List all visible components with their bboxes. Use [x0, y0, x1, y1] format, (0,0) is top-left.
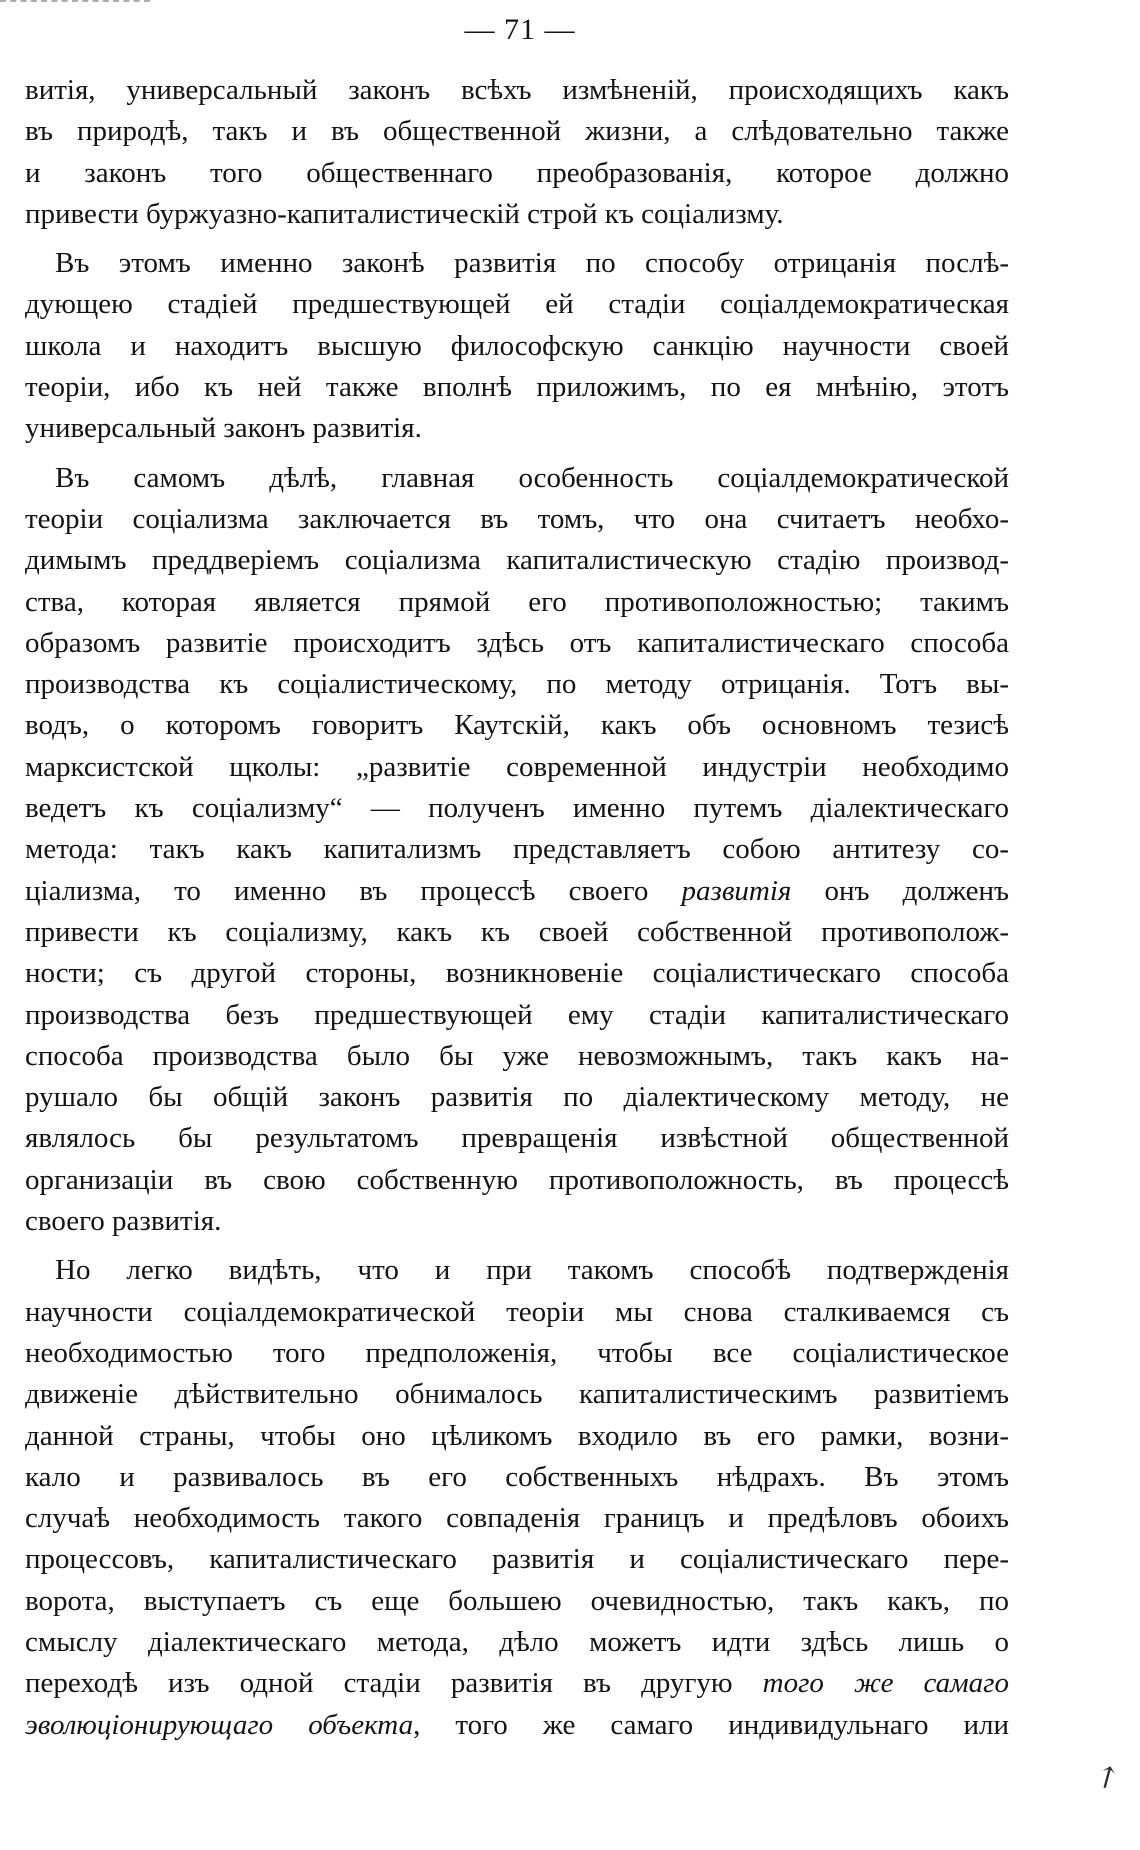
text-run: ства, которая является прямой его противоположностью; такимъ [25, 585, 1009, 618]
paragraph [25, 70, 1009, 235]
text-line [25, 995, 1009, 1036]
text-run: кало и развивалось въ его собственныхъ нѣдрахъ. Въ этомъ [25, 1460, 1009, 1493]
text-line [25, 1118, 1009, 1159]
text-line [25, 705, 1009, 746]
text-line [25, 1457, 1009, 1498]
text-run: производства къ соціалистическому, по методу отрицанія. Тотъ вы- [25, 668, 1009, 701]
text-run: своего развитія. [25, 1205, 222, 1238]
text-line [25, 582, 1009, 623]
text-line [25, 623, 1009, 664]
text-line [25, 829, 1009, 870]
text-run: необходимостью того предположенія, чтобы все соціалистическое [25, 1336, 1009, 1369]
italic-emphasis: того же самаго [762, 1667, 1009, 1700]
text-line [25, 1201, 1009, 1242]
text-line [25, 1663, 1009, 1704]
text-line [25, 499, 1009, 540]
text-line [25, 153, 1009, 194]
text-line [25, 1622, 1009, 1663]
text-run: и законъ того общественнаго преобразованія, которое должно [25, 156, 1009, 189]
text-run: теоріи соціализма заключается въ томъ, что она считаетъ необхо- [25, 502, 1009, 535]
text-line [25, 243, 1009, 284]
text-run: дующею стадіей предшествующей ей стадіи соціалдемократическая [25, 288, 1009, 321]
text-run: случаѣ необходимость такого совпаденія границъ и предѣловъ обоихъ [25, 1502, 1009, 1535]
text-run: данной страны, чтобы оно цѣликомъ входило въ его рамки, возни- [25, 1419, 1009, 1452]
text-run: въ природѣ, такъ и въ общественной жизни, а слѣдовательно также [25, 115, 1009, 148]
text-run: смыслу діалектическаго метода, дѣло можетъ идти здѣсь лишь о [25, 1625, 1009, 1658]
text-line [25, 1036, 1009, 1077]
text-run: метода: такъ какъ капитализмъ представляетъ собою антитезу со- [25, 833, 1009, 866]
stray-pen-mark: ↗ [1088, 1756, 1127, 1799]
paragraph [25, 458, 1009, 1243]
paragraph [25, 1250, 1009, 1746]
text-run: Въ этомъ именно законѣ развитія по способу отрицанія послѣ- [55, 247, 1009, 280]
text-line [25, 540, 1009, 581]
text-line [25, 953, 1009, 994]
text-line [25, 326, 1009, 367]
text-line [25, 1160, 1009, 1201]
text-run: Но легко видѣть, что и при такомъ способѣ подтвержденія [55, 1254, 1009, 1287]
text-run: водъ, о которомъ говоритъ Каутскій, какъ объ основномъ тезисѣ [25, 709, 1009, 742]
text-line [25, 111, 1009, 152]
text-run: научности соціалдемократической теоріи мы снова сталкиваемся съ [25, 1295, 1009, 1328]
text-run: привести къ соціализму, какъ къ своей собственной противополож- [25, 915, 1009, 948]
text-line [25, 70, 1009, 111]
text-line [25, 1292, 1009, 1333]
page-number: — 71 — [464, 13, 576, 46]
text-run: витія, универсальный законъ всѣхъ измѣненій, происходящихъ какъ [25, 74, 1009, 106]
text-run: марксистской щколы: „развитіе современной индустріи необходимо [25, 750, 1009, 783]
text-run: ціализма, то именно въ процессѣ своего [25, 874, 682, 907]
text-line [25, 408, 1009, 449]
text-run: теоріи, ибо къ ней также вполнѣ приложимъ, по ея мнѣнію, этотъ [25, 371, 1009, 404]
text-line [25, 664, 1009, 705]
text-run: рушало бы общій законъ развитія по діалектическому методу, не [25, 1081, 1009, 1114]
text-line [25, 1705, 1009, 1746]
text-line [25, 912, 1009, 953]
text-run: движеніе дѣйствительно обнималось капиталистическимъ развитіемъ [25, 1378, 1009, 1411]
text-run: образомъ развитіе происходитъ здѣсь отъ капиталистическаго способа [25, 626, 1009, 659]
text-run: организаціи въ свою собственную противоположность, въ процессѣ [25, 1163, 1009, 1196]
text-line [25, 1077, 1009, 1118]
text-run: школа и находитъ высшую философскую санкцію научности своей [25, 329, 1009, 362]
body-text [25, 70, 1009, 1746]
text-line [25, 1581, 1009, 1622]
text-run: димымъ преддверіемъ соціализма капиталистическую стадію производ- [25, 544, 1009, 577]
text-run: производства безъ предшествующей ему стадіи капиталистическаго [25, 998, 1009, 1031]
italic-emphasis: развитія [681, 874, 792, 907]
text-run: процессовъ, капиталистическаго развитія и соціалистическаго пере- [25, 1543, 1009, 1576]
text-line [25, 284, 1009, 325]
text-line [25, 1498, 1009, 1539]
text-line [25, 458, 1009, 499]
text-line [25, 1333, 1009, 1374]
text-run: ворота, выступаетъ съ еще большею очевидностью, такъ какъ, по [25, 1584, 1009, 1617]
text-line [25, 194, 1009, 235]
text-run: переходѣ изъ одной стадіи развитія въ другую [25, 1667, 763, 1700]
text-run: ведетъ къ соціализму“ — полученъ именно путемъ діалектическаго [25, 792, 1009, 825]
text-run: универсальный законъ развитія. [25, 412, 422, 445]
text-line [25, 1416, 1009, 1457]
text-line [25, 1374, 1009, 1415]
text-run: онъ долженъ [791, 874, 1009, 907]
text-line [25, 747, 1009, 788]
text-line [25, 1539, 1009, 1580]
italic-emphasis: эволюціонирующаго объекта [25, 1708, 414, 1741]
text-line [25, 367, 1009, 408]
text-run: ности; съ другой стороны, возникновеніе соціалистическаго способа [25, 957, 1009, 990]
text-run: способа производства было бы уже невозможнымъ, такъ какъ на- [25, 1039, 1009, 1072]
text-run: Въ самомъ дѣлѣ, главная особенность соціалдемократической [55, 461, 1009, 494]
text-line [25, 871, 1009, 912]
text-line [25, 1250, 1009, 1291]
text-run: , того же самаго индивидульнаго или [413, 1708, 1009, 1741]
text-line [25, 788, 1009, 829]
paragraph [25, 243, 1009, 449]
text-run: привести буржуазно-капиталистическій строй къ соціализму. [25, 197, 784, 230]
text-run: являлось бы результатомъ превращенія извѣстной общественной [25, 1122, 1009, 1155]
